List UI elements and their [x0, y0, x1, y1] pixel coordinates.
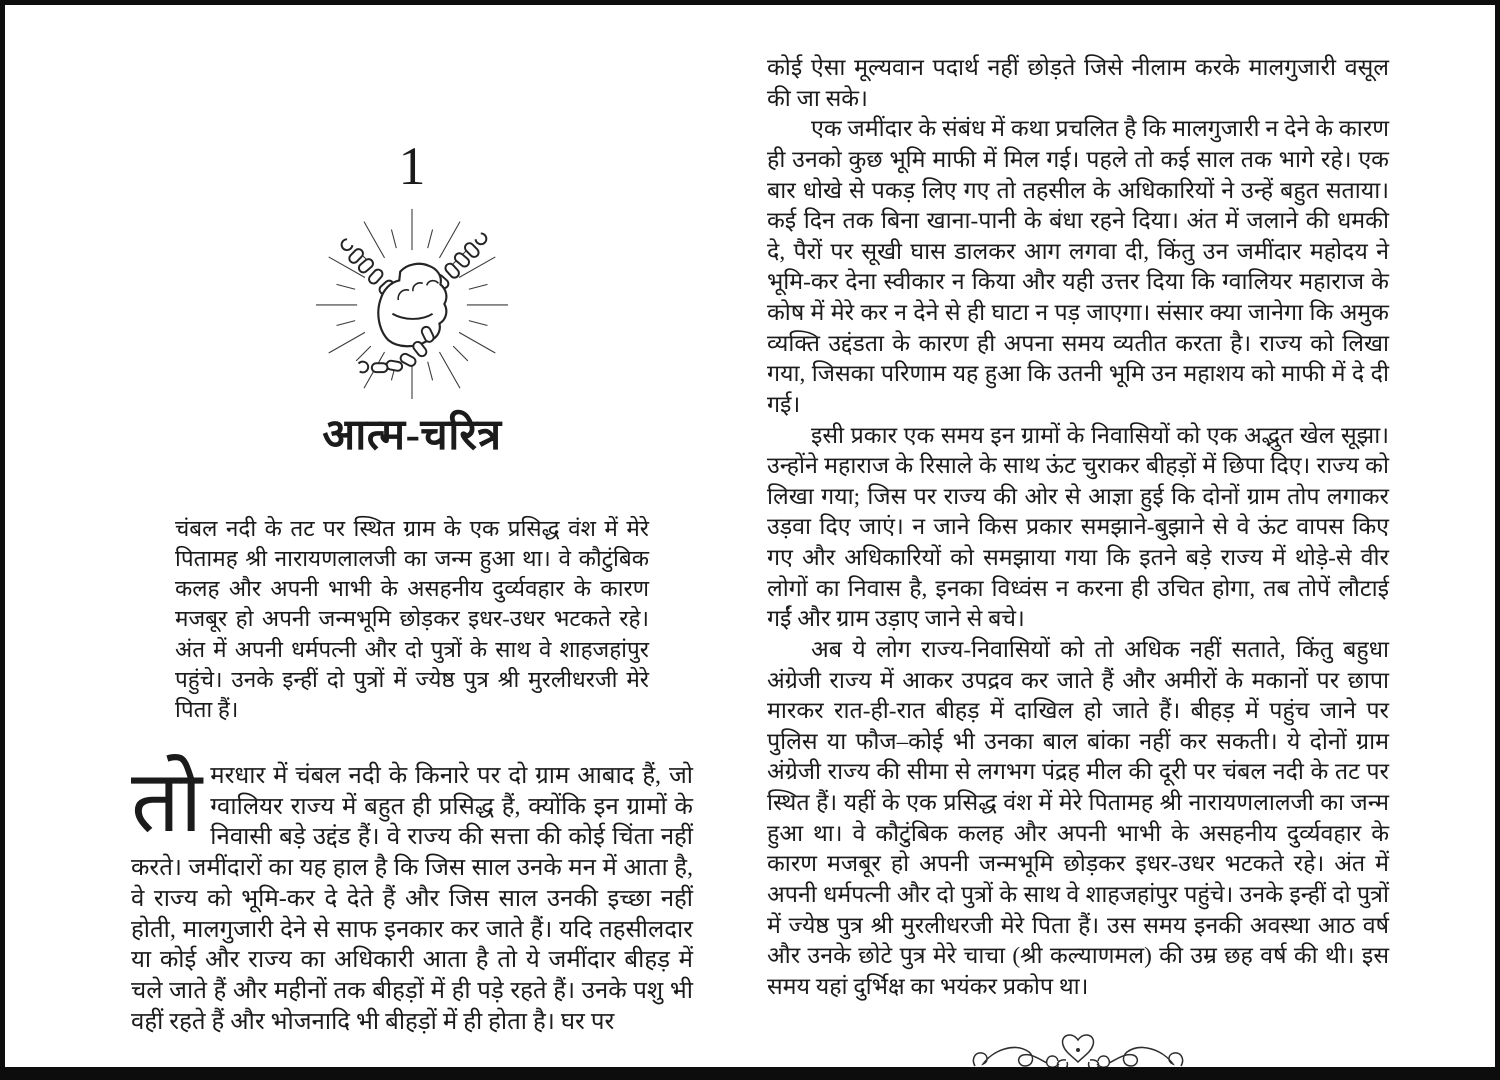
paragraph: अब ये लोग राज्य-निवासियों को तो अधिक नहीं सताते, किंतु बहुधा अंग्रेजी राज्य में आकर उपद्रव कर जाते हैं और अमीरों के मकानों पर छापा मारकर रात-ही-रात बीहड़ में दाखिल हो जाते हैं। बीहड़ में पहुंच जाने पर पुलिस या फौज–कोई भी उनका बाल बांका नहीं कर सकती। ये दोनों ग्राम अंग्रेजी राज्य की सीमा से लगभग पंद्रह मील की दूरी पर चंबल नदी के तट पर स्थित हैं। यहीं के एक प्रसिद्ध वंश में मेरे पितामह श्री नारायणलालजी का जन्म हुआ था। वे कौटुंबिक कलह और अपनी भाभी के असहनीय दुर्व्यवहार के कारण मजबूर हो अपनी जन्मभूमि छोड़कर इधर-उधर भटकते रहे। अंत में अपनी धर्मपत्नी और दो पुत्रों के साथ वे शाहजहांपुर पहुंचे। उनके इन्हीं दो पुत्रों में ज्येष्ठ पुत्र श्री मुरलीधरजी मेरे पिता हैं। उस समय इनकी अवस्था आठ वर्ष और उनके छोटे पुत्र मेरे चाचा (श्री कल्याणमल) की उम्र छह वर्ष की थी। इस समय यहां दुर्भिक्ष का भयंकर प्रकोप था। — [767, 636, 1389, 1000]
body-paragraph-text: मरधार में चंबल नदी के किनारे पर दो ग्राम आबाद हैं, जो ग्वालियर राज्य में बहुत ही प्रसिद्ध हैं, क्योंकि इन ग्रामों के निवासी बड़े उद्दंड हैं। वे राज्य की सत्ता की कोई चिंता नहीं करते। जमींदारों का यह हाल है कि जिस साल उनके मन में आता है, वे राज्य को भूमि-कर दे देते हैं और जिस साल उनकी इच्छा नहीं होती, मालगुजारी देने से साफ इनकार कर जाते हैं। यदि तहसीलदार या कोई और राज्य का अधिकारी आता है तो ये जमींदार बीहड़ में चले जाते हैं और महीनों तक बीहड़ों में ही पड़े रहते हैं। उनके पशु भी वहीं रहते हैं और भोजनादि भी बीहड़ों में ही होता है। घर पर — [131, 762, 693, 1035]
chapter-number: 1 — [398, 136, 426, 196]
broken-chain-fist-icon — [314, 205, 510, 401]
intro-paragraph: चंबल नदी के तट पर स्थित ग्राम के एक प्रसिद्ध वंश में मेरे पितामह श्री नारायणलालजी का जन्म हुआ था। वे कौटुंबिक कलह और अपनी भाभी के असहनीय दुर्व्यवहार के कारण मजबूर हो अपनी जन्मभूमि छोड़कर इधर-उधर भटकते रहे। अंत में अपनी धर्मपत्नी और दो पुत्रों के साथ वे शाहजहांपुर पहुंचे। उनके इन्हीं दो पुत्रों में ज्येष्ठ पुत्र श्री मुरलीधरजी मेरे पिता हैं। — [175, 516, 649, 722]
paragraph: इसी प्रकार एक समय इन ग्रामों के निवासियों को एक अद्भुत खेल सूझा। उन्होंने महाराज के रिसाले के साथ ऊंट चुराकर बीहड़ों में छिपा दिए। राज्य को लिखा गया; जिस पर राज्य की ओर से आज्ञा हुई कि दोनों ग्राम तोप लगाकर उड़वा दिए जाएं। न जाने किस प्रकार समझाने-बुझाने से वे ऊंट वापस किए गए और अधिकारियों को समझाया गया कि इतने बड़े राज्य में थोड़े-से वीर लोगों का निवास है, इनका विध्वंस न करना ही उचित होगा, तब तोपें लौटाई गईं और ग्राम उड़ाए जाने से बचे। — [767, 422, 1389, 633]
page-title: आत्म-चरित्र — [322, 412, 502, 459]
end-flourish-icon — [963, 1026, 1193, 1080]
right-page — [767, 5, 1389, 1080]
paragraph: एक जमींदार के संबंध में कथा प्रचलित है कि मालगुजारी न देने के कारण ही उनको कुछ भूमि माफी में मिल गई। पहले तो कई साल तक भागे रहे। एक बार धोखे से पकड़ लिए गए तो तहसील के अधिकारियों ने उन्हें बहुत सताया। कई दिन तक बिना खाना-पानी के बंधा रहने दिया। अंत में जलाने की धमकी दे, पैरों पर सूखी घास डालकर आग लगवा दी, किंतु उन जमींदार महोदय ने भूमि-कर देना स्वीकार न किया और यही उत्तर दिया कि ग्वालियर महाराज के कोष में मेरे कर न देने से ही घाटा न पड़ जाएगा। संसार क्या जानेगा कि अमुक व्यक्ति उद्दंडता के कारण ही अपना समय व्यतीत करता है। राज्य को लिखा गया, जिसका परिणाम यह हुआ कि उतनी भूमि उन महाशय को माफी में दे दी गई। — [767, 116, 1389, 418]
paragraph: कोई ऐसा मूल्यवान पदार्थ नहीं छोड़ते जिसे नीलाम करके मालगुजारी वसूल की जा सके। — [767, 55, 1389, 112]
left-page — [131, 5, 693, 1037]
dropcap: तो — [131, 753, 203, 850]
body-paragraph — [131, 753, 693, 1037]
